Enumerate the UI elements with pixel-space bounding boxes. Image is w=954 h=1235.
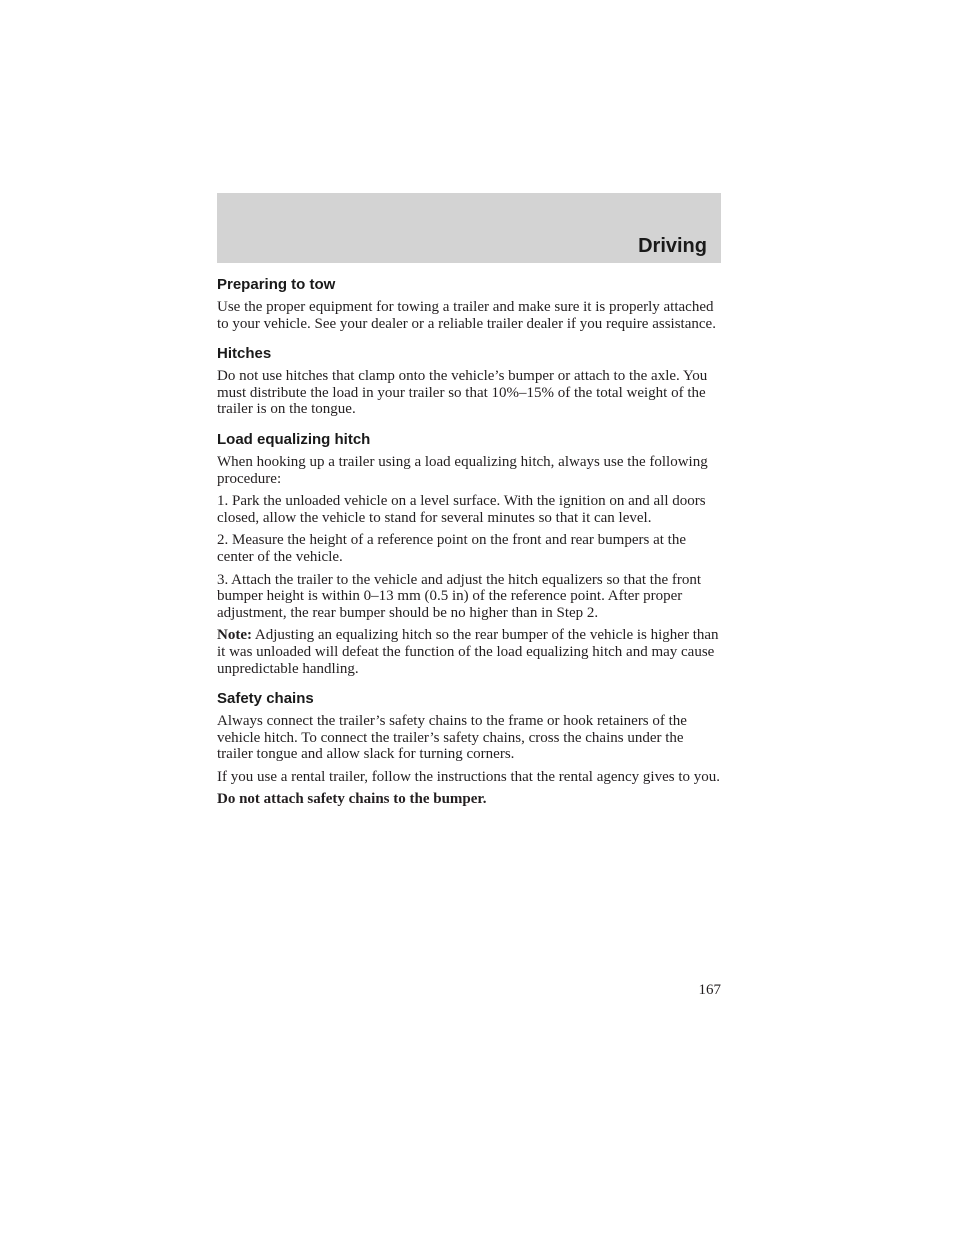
safety-chains-warning: Do not attach safety chains to the bumper. [217, 791, 487, 808]
note-paragraph [217, 627, 723, 677]
section-title: Driving [638, 235, 707, 257]
paragraph-hitches: Do not use hitches that clamp onto the vehicle’s bumper or attach to the axle. You must distribute the load in your trailer so that 10%–15% of the total weight of the trailer is on the tongue. [217, 368, 708, 418]
paragraph-rental-trailer: If you use a rental trailer, follow the instructions that the rental agency gives to you. [217, 768, 720, 785]
procedure-step-2: 2. Measure the height of a reference point on the front and rear bumpers at the center of the vehicle. [217, 532, 686, 565]
paragraph-preparing-to-tow: Use the proper equipment for towing a trailer and make sure it is properly attached to your vehicle. See your dealer or a reliable trailer dealer if you require assistance. [217, 299, 716, 332]
note-text: Adjusting an equalizing hitch so the rear bumper of the vehicle is higher than it was unloaded will defeat the function of the load equalizing hitch and may cause unpredictable handling. [217, 627, 719, 677]
note-label: Note: [217, 627, 252, 644]
page-number: 167 [698, 982, 721, 998]
paragraph-load-equalizing-intro: When hooking up a trailer using a load equalizing hitch, always use the following procedure: [217, 453, 708, 487]
heading-load-equalizing-hitch: Load equalizing hitch [217, 430, 371, 448]
heading-safety-chains: Safety chains [217, 690, 314, 708]
heading-hitches: Hitches [217, 345, 272, 363]
procedure-step-3: 3. Attach the trailer to the vehicle and adjust the hitch equalizers so that the front bumper height is within 0–13 mm (0.5 in) of the reference point. After proper adjustment, the rear bumper should be no higher than in Step 2. [217, 571, 702, 621]
section-header-band [217, 193, 721, 263]
paragraph-safety-chains-connect: Always connect the trailer’s safety chains to the frame or hook retainers of the vehicle hitch. To connect the trailer’s safety chains, cross the chains under the trailer tongue and allow slack for turning corners. [217, 713, 687, 763]
page-content [217, 276, 723, 814]
heading-preparing-to-tow: Preparing to tow [217, 276, 336, 293]
procedure-step-1: 1. Park the unloaded vehicle on a level surface. With the ignition on and all doors closed, allow the vehicle to stand for several minutes so that it can level. [217, 493, 706, 526]
